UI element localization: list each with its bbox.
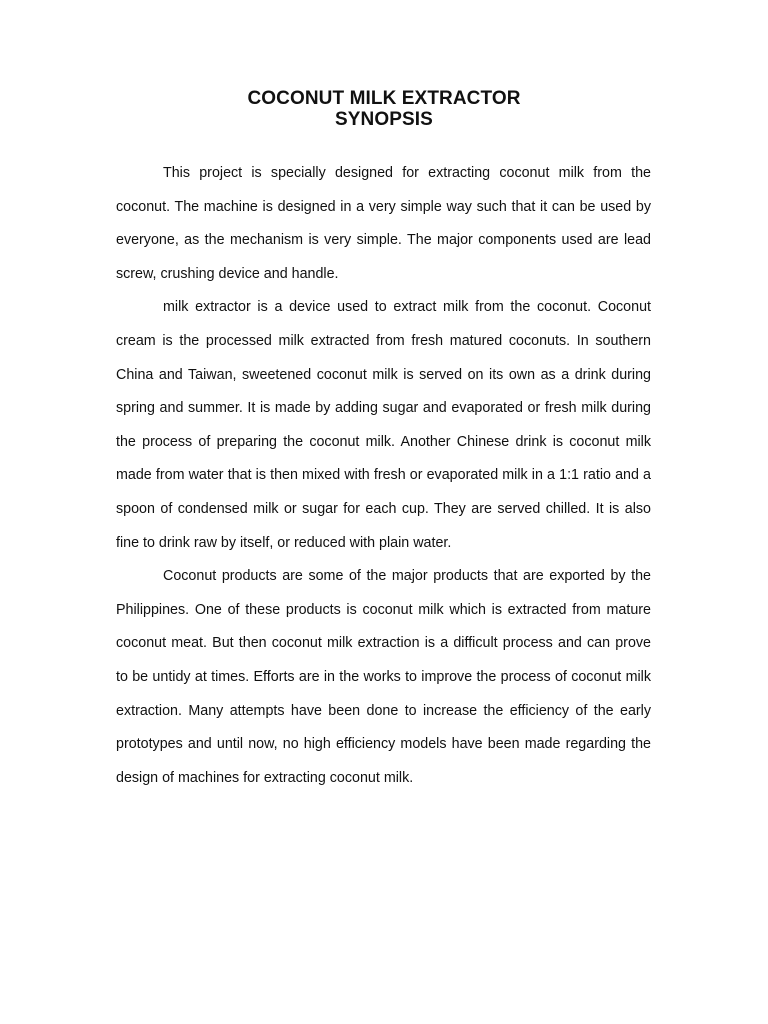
paragraph-3: Coconut products are some of the major products that are exported by the Philippines. One of these products is coconut milk which is extracted from mature coconut meat. But then coconut milk extraction is a difficult process and can prove to be untidy at times. Efforts are in the works to improve the process of coconut milk extraction. Many attempts have been done to increase the efficiency of the early prototypes and until now, no high efficiency models have been made regarding the design of machines for extracting coconut milk. [116, 568, 651, 786]
title-block [0, 88, 768, 130]
synopsis-body [116, 157, 651, 795]
paragraph-2: milk extractor is a device used to extract milk from the coconut. Coconut cream is the processed milk extracted from fresh matured coconuts. In southern China and Taiwan, sweetened coconut milk is served on its own as a drink during spring and summer. It is made by adding sugar and evaporated or fresh milk during the process of preparing the coconut milk. Another Chinese drink is coconut milk made from water that is then mixed with fresh or evaporated milk in a 1:1 ratio and a spoon of condensed milk or sugar for each cup. They are served chilled. It is also fine to drink raw by itself, or reduced with plain water. [116, 299, 651, 551]
paragraph-1: This project is specially designed for extracting coconut milk from the coconut. The machine is designed in a very simple way such that it can be used by everyone, as the mechanism is very simple. The major components used are lead screw, crushing device and handle. [116, 165, 651, 282]
document-title: COCONUT MILK EXTRACTOR [247, 88, 521, 109]
document-subtitle: SYNOPSIS [335, 109, 433, 130]
